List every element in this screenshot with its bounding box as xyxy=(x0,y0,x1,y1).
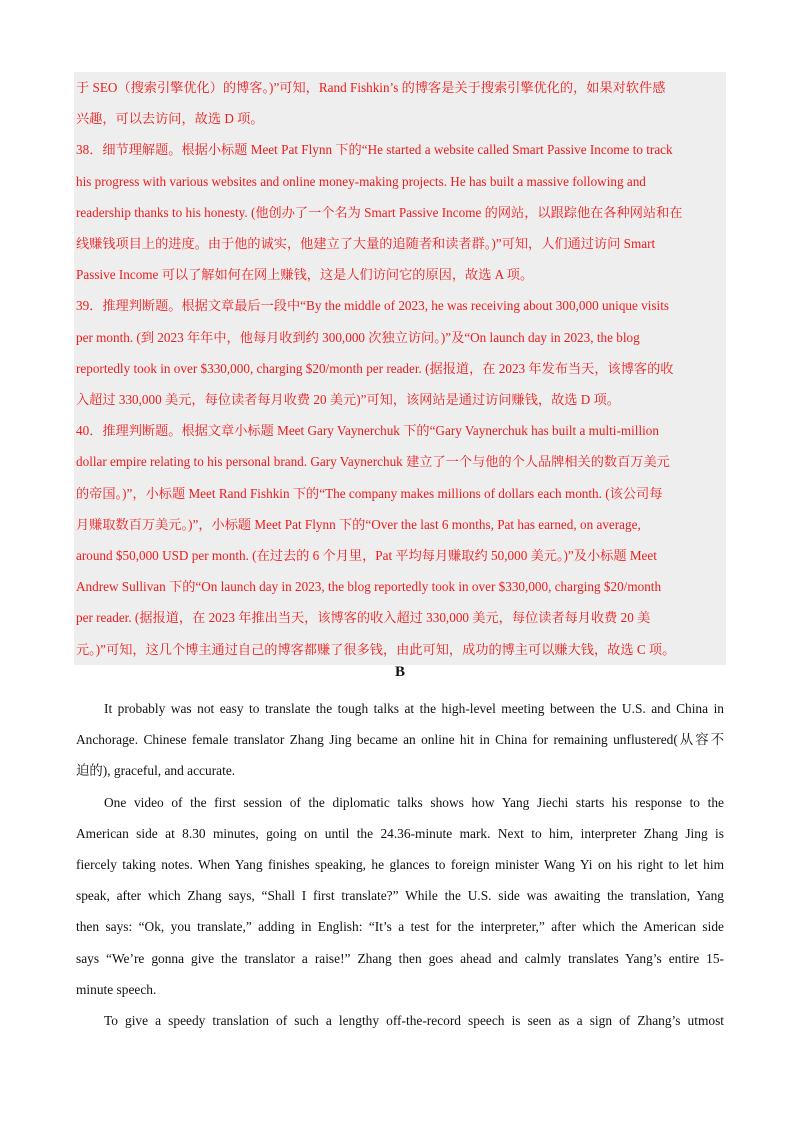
answer-line: per month. (到 2023 年年中，他每月收到约 300,000 次独立访问。)”及“On launch day in 2023, the blog xyxy=(76,329,640,345)
passage-line: 迫的), graceful, and accurate. xyxy=(76,763,236,779)
reading-passage xyxy=(76,693,724,1036)
passage-line: speak, after which Zhang says, “Shall I first translate?” While the U.S. side was awaiting the translation, Yang xyxy=(76,888,724,904)
passage-paragraph xyxy=(76,693,724,787)
answer-line: readership thanks to his honesty. (他创办了一个名为 Smart Passive Income 的网站，以跟踪他在各种网站和在 xyxy=(76,204,683,220)
answer-line: 39．推理判断题。根据文章最后一段中“By the middle of 2023, he was receiving about 300,000 unique visits xyxy=(76,298,670,314)
answer-line: per reader. (据报道，在 2023 年推出当天，该博客的收入超过 330,000 美元，每位读者每月收费 20 美 xyxy=(76,610,651,626)
answer-line: 的帝国。)”，小标题 Meet Rand Fishkin 下的“The company makes millions of dollars each month. (该公司每 xyxy=(76,485,663,501)
answer-line: around $50,000 USD per month. (在过去的 6 个月里，Pat 平均每月赚取约 50,000 美元。)”及小标题 Meet xyxy=(76,548,657,564)
answer-line: 38．细节理解题。根据小标题 Meet Pat Flynn 下的“He started a website called Smart Passive Income to track xyxy=(76,142,673,158)
answer-line: reportedly took in over $330,000, charging $20/month per reader. (据报道，在 2023 年发布当天，该博客的收 xyxy=(76,360,674,376)
section-heading: B xyxy=(394,664,405,680)
answer-line: Andrew Sullivan 下的“On launch day in 2023, the blog reportedly took in over $330,000, charging $20/month xyxy=(76,579,662,595)
answer-line: dollar empire relating to his personal brand. Gary Vaynerchuk 建立了一个与他的个人品牌相关的数百万美元 xyxy=(76,454,670,470)
passage-paragraph xyxy=(76,1005,724,1036)
answer-explanations xyxy=(74,72,726,665)
passage-line: minute speech. xyxy=(76,981,157,997)
passage-line: Anchorage. Chinese female translator Zhang Jing became an online hit in China for remaining unflustered(从容不 xyxy=(76,732,724,748)
answer-line: Passive Income 可以了解如何在网上赚钱，这是人们访问它的原因，故选 A 项。 xyxy=(76,267,534,283)
answer-line: 于 SEO（搜索引擎优化）的博客。)”可知，Rand Fishkin’s 的博客是关于搜索引擎优化的，如果对软件感 xyxy=(76,80,666,95)
passage-line: American side at 8.30 minutes, going on until the 24.36-minute mark. Next to him, interpreter Zhang Jing is xyxy=(76,825,724,841)
passage-line: One video of the first session of the diplomatic talks shows how Yang Jiechi starts his response to the xyxy=(104,794,724,810)
answer-line: his progress with various websites and online money-making projects. He has built a massive following and xyxy=(76,173,646,189)
answer-line: 兴趣，可以去访问，故选 D 项。 xyxy=(76,111,264,127)
passage-line: says “We’re gonna give the translator a raise!” Zhang then goes ahead and calmly translates Yang’s entire 15- xyxy=(76,950,724,966)
answer-line: 元。)”可知，这几个博主通过自己的博客都赚了很多钱，由此可知，成功的博主可以赚大钱，故选 C 项。 xyxy=(76,641,676,657)
passage-line: It probably was not easy to translate the tough talks at the high-level meeting between the U.S. and China in xyxy=(104,701,724,716)
passage-line: fiercely taking notes. When Yang finishes speaking, he glances to foreign minister Wang Yi on his right to let him xyxy=(76,857,724,873)
passage-line: To give a speedy translation of such a lengthy off-the-record speech is seen as a sign of Zhang’s utmost xyxy=(104,1013,724,1029)
passage-line: then says: “Ok, you translate,” adding in English: “It’s a test for the interpreter,” after which the American side xyxy=(76,919,724,935)
answer-line: 入超过 330,000 美元，每位读者每月收费 20 美元)”可知，该网站是通过访问赚钱，故选 D 项。 xyxy=(76,392,620,408)
passage-paragraph xyxy=(76,787,724,1005)
answer-line: 月赚取数百万美元。)”，小标题 Meet Pat Flynn 下的“Over the last 6 months, Pat has earned, on average, xyxy=(76,516,641,532)
answer-line: 40．推理判断题。根据文章小标题 Meet Gary Vaynerchuk 下的“Gary Vaynerchuk has built a multi-million xyxy=(76,423,659,439)
answer-line: 线赚钱项目上的进度。由于他的诚实，他建立了大量的追随者和读者群。)”可知，人们通过访问 Smart xyxy=(76,236,656,252)
